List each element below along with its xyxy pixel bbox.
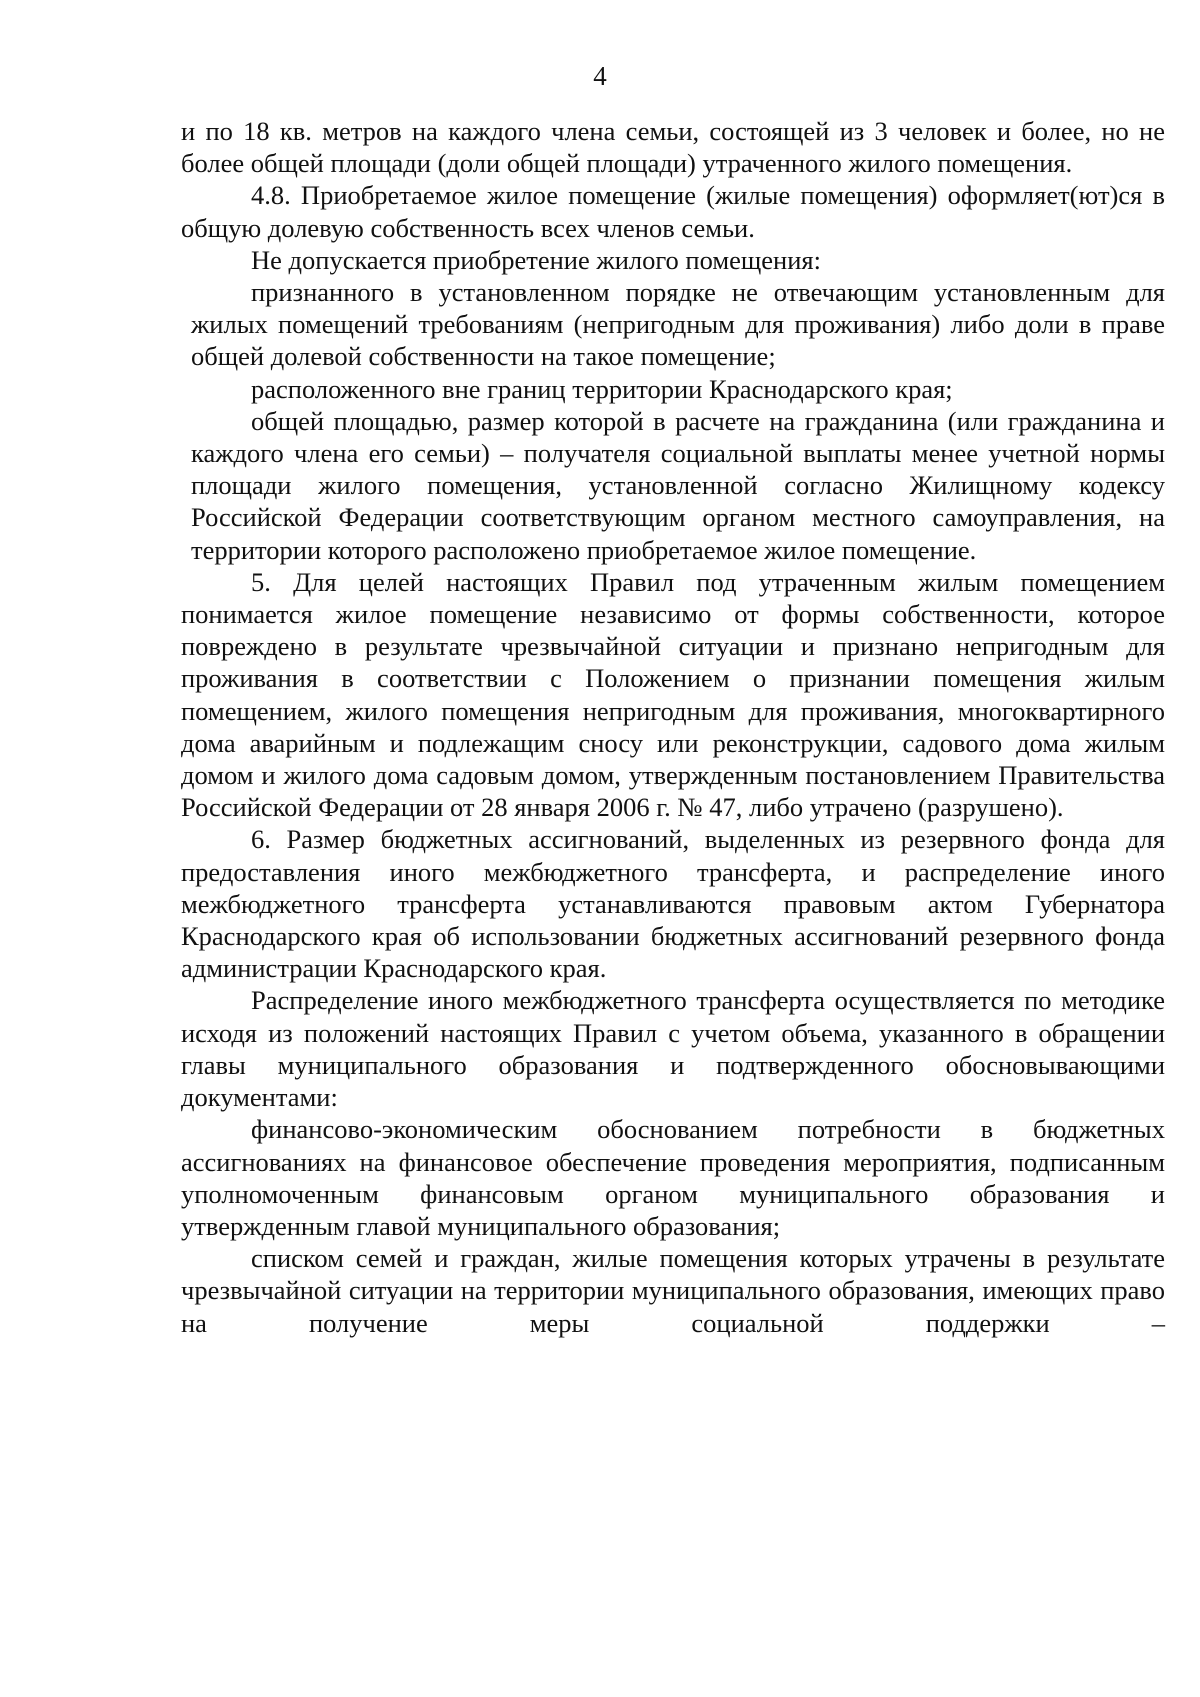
paragraph-outside-territory: расположенного вне границ территории Краснодарского края; [251,373,953,404]
paragraph-6-budget: 6. Размер бюджетных ассигнований, выделенных из резервного фонда для предоставления иного межбюджетного трансферта, и распределение иного межбюджетного трансферта устанавливаются правовым актом Губернатора Краснодарского края об использовании бюджетных ассигнований резервного фонда администрации Краснодарского края. [181,824,1165,984]
paragraph-area-below-norm: общей площадью, размер которой в расчете на гражданина (или гражданина и каждого члена его семьи) – получателя социальной выплаты менее учетной нормы площади жилого помещения, установленной согласно Жилищному кодексу Российской Федерации соответствующим органом местного самоуправления, на территории которого расположено приобретаемое жилое помещение. [191,405,1165,565]
paragraph-list-of-families: списком семей и граждан, жилые помещения которых утрачены в результате чрезвычайной ситуации на территории муниципального образования, имеющих право на получение меры социальной поддержки – [181,1243,1165,1338]
paragraph-financial-justification: финансово-экономическим обоснованием потребности в бюджетных ассигнованиях на финансовое обеспечение проведения мероприятия, подписанным уполномоченным финансовым органом муниципального образования и утвержденным главой муниципального образования; [181,1114,1165,1241]
paragraph-area-norm: и по 18 кв. метров на каждого члена семьи, состоящей из 3 человек и более, но не более общей площади (доли общей площади) утраченного жилого помещения. [181,116,1165,179]
document-body [181,115,1165,1339]
paragraph-not-allowed: Не допускается приобретение жилого помещения: [251,244,821,275]
paragraph-distribution: Распределение иного межбюджетного трансферта осуществляется по методике исходя из положений настоящих Правил с учетом объема, указанного в обращении главы муниципального образования и подтвержденного обосновывающими документами: [181,985,1165,1113]
page-number: 4 [593,61,607,91]
paragraph-unfit-housing: признанного в установленном порядке не отвечающим установленным для жилых помещений требованиям (непригодным для проживания) либо доли в праве общей долевой собственности на такое помещение; [191,277,1165,372]
paragraph-5-lost-housing: 5. Для целей настоящих Правил под утраченным жилым помещением понимается жилое помещение независимо от формы собственности, которое повреждено в результате чрезвычайной ситуации и признано непригодным для проживания в соответствии с Положением о признании помещения жилым помещением, жилого помещения непригодным для проживания, многоквартирного дома аварийным и подлежащим сносу или реконструкции, садового дома жилым домом и жилого дома садовым домом, утвержденным постановлением Правительства Российской Федерации от 28 января 2006 г. № 47, либо утрачено (разрушено). [181,566,1165,823]
paragraph-4-8: 4.8. Приобретаемое жилое помещение (жилые помещения) оформляет(ют)ся в общую долевую собственность всех членов семьи. [181,180,1165,243]
